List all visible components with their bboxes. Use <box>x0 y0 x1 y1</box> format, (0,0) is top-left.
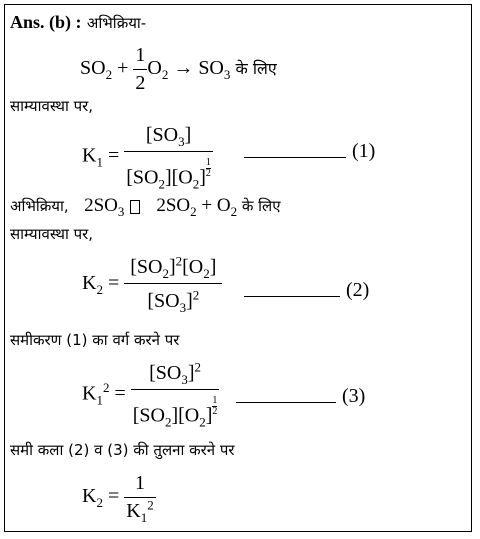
blank-line-3 <box>236 402 336 403</box>
k1sq-num-sup: 2 <box>194 359 202 375</box>
reaction-2-tail: के लिए <box>237 197 281 215</box>
k2-num-end: ] <box>168 256 176 278</box>
r2-rhs-sub: 2 <box>190 203 197 219</box>
eq-tag-3: (3) <box>342 385 366 407</box>
blank-line-1 <box>244 157 346 158</box>
k2-den-end: ] <box>186 290 193 312</box>
final-equation <box>82 472 156 523</box>
final-den-sub: 1 <box>140 510 148 525</box>
k2-equation <box>82 253 222 315</box>
eq-tag-2: (2) <box>346 279 370 301</box>
k1sq-denominator <box>131 390 220 428</box>
squaring-text: समीकरण (1) का वर्ग करने पर <box>10 331 180 349</box>
eq1-plus: + <box>112 57 134 80</box>
k1-numerator <box>124 124 213 152</box>
r2-rhs-a: 2SO <box>156 195 191 216</box>
k1-den-end: ] <box>199 166 206 189</box>
final-denominator <box>124 498 155 523</box>
k1sq-num-sub: 3 <box>181 372 188 387</box>
eq1-so: SO <box>80 57 106 80</box>
k2-denominator <box>124 284 222 313</box>
k1sq-num-end: ] <box>187 362 195 384</box>
k2-num-a: [SO <box>130 256 163 278</box>
eq-tag-1: (1) <box>352 140 376 162</box>
k2-num-sub: 2 <box>162 266 169 281</box>
eq1-so3-sub: 3 <box>223 67 231 83</box>
k2-sub: 2 <box>96 282 103 298</box>
k1sq-den-sub2: 2 <box>199 414 206 430</box>
k1sq-den-end: ] <box>205 404 213 427</box>
eq1-o-sub: 2 <box>161 67 169 83</box>
r2-lhs-a: 2SO <box>84 195 118 216</box>
k2-den-sub: 3 <box>179 300 187 315</box>
k1-exp-n: 1 <box>205 157 211 168</box>
k1sq-exponent <box>212 396 217 417</box>
k1sq-num-a: [SO <box>149 362 182 384</box>
k1-den-sub: 2 <box>158 176 165 192</box>
k1-squared-equation <box>82 359 219 430</box>
equilibrium-symbol <box>130 200 140 214</box>
final-eq: = <box>102 485 125 508</box>
k1-den-a: [SO <box>126 166 159 189</box>
r2-rhs-sub2: 2 <box>230 203 238 219</box>
reaction-equation-1 <box>80 44 277 95</box>
k2-eq: = <box>102 272 125 295</box>
k1-den-sub2: 2 <box>192 176 200 192</box>
k2-den-sup: 2 <box>192 287 200 303</box>
k1-k: K <box>82 144 97 167</box>
k1-exp-d: 2 <box>205 168 211 179</box>
k1-equation <box>82 124 213 190</box>
k1sq-fraction <box>131 359 220 430</box>
equilibrium-text-1: साम्यावस्था पर, <box>10 97 94 115</box>
k2-num-sup: 2 <box>175 253 183 269</box>
k1-fraction <box>124 124 213 190</box>
k1-denominator <box>124 152 213 190</box>
final-k: K <box>82 485 97 508</box>
k2-num2-a: [O <box>182 256 204 278</box>
k1sq-den-a: [SO <box>132 404 165 427</box>
k1sq-sup: 2 <box>102 379 110 395</box>
k1-num-sub: 3 <box>178 134 185 149</box>
k2-fraction <box>124 253 222 315</box>
final-den-k: K <box>126 500 141 522</box>
k1sq-exp-n: 1 <box>212 395 218 406</box>
final-den-sup: 2 <box>147 497 154 513</box>
answer-heading <box>10 12 146 33</box>
k1-num-a: [SO <box>145 124 179 146</box>
answer-label: Ans. (b) : <box>10 12 82 32</box>
blank-line-2 <box>244 296 340 297</box>
eq1-o: O <box>147 57 162 80</box>
k1sq-den-sub: 2 <box>164 414 172 430</box>
eq1-half-num: 1 <box>133 44 147 70</box>
k1sq-k: K <box>82 382 97 405</box>
k1-num-end: ] <box>184 124 192 146</box>
eq1-half <box>133 44 147 95</box>
k2-num2-sub: 2 <box>203 266 210 281</box>
k1-sub: 1 <box>96 154 103 170</box>
eq1-arrow: → SO <box>168 57 224 80</box>
final-sub: 2 <box>96 495 103 511</box>
reaction-label-2: अभिक्रिया, <box>10 197 69 215</box>
k1sq-numerator <box>131 359 220 390</box>
eq1-sub: 2 <box>105 67 113 83</box>
k1sq-exp-d: 2 <box>212 406 218 417</box>
eq1-half-den: 2 <box>135 72 146 94</box>
k1-eq: = <box>102 144 125 167</box>
k1-exponent <box>206 158 211 179</box>
r2-lhs-sub: 3 <box>117 203 125 219</box>
k1sq-den-mid: ][O <box>171 404 200 427</box>
reaction-2-rhs <box>156 195 238 219</box>
k2-k: K <box>82 272 97 295</box>
reaction-line-2 <box>10 195 281 219</box>
reaction-label: अभिक्रिया- <box>86 14 147 32</box>
equilibrium-text-2: साम्यावस्था पर, <box>10 225 94 243</box>
final-fraction <box>124 472 155 523</box>
k1sq-eq: = <box>109 382 131 405</box>
comparison-text: समी कला (2) व (3) की तुलना करने पर <box>10 441 235 459</box>
k1sq-sub: 1 <box>96 392 103 408</box>
k2-numerator <box>124 253 222 284</box>
r2-rhs-plus: + O <box>196 195 231 216</box>
final-numerator: 1 <box>124 472 155 498</box>
k2-den-a: [SO <box>147 290 180 312</box>
eq1-tail: के लिए <box>230 59 277 79</box>
k1-den-mid: ][O <box>164 166 193 189</box>
k2-num2-end: ] <box>209 256 217 278</box>
reaction-2-lhs <box>84 195 125 219</box>
